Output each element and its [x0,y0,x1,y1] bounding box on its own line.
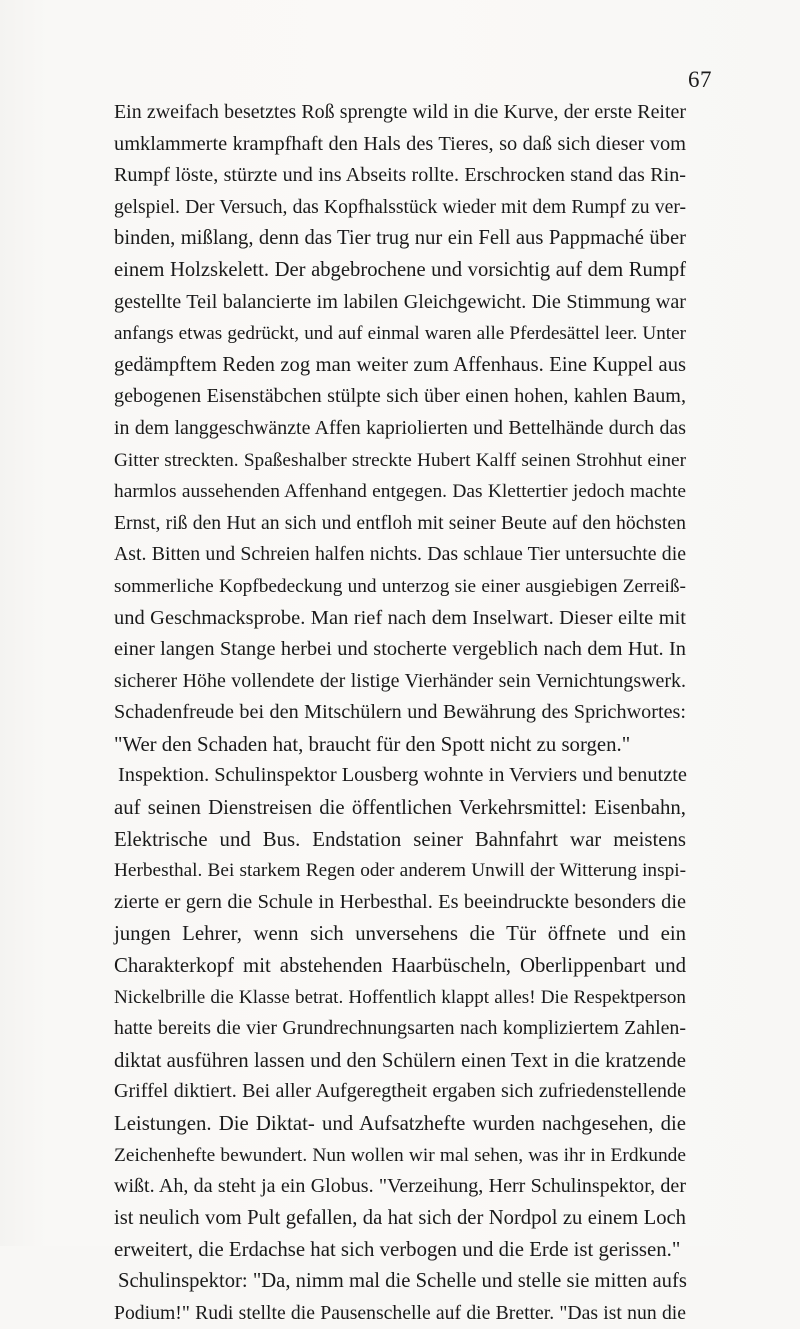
text-line: gedämpftem Reden zog man weiter zum Affenhaus. Eine Kuppel aus [114,353,686,376]
text-line: gestellte Teil balancierte im labilen Gleichgewicht. Die Stimmung war [114,290,686,313]
text-line: auf seinen Dienstreisen die öffentlichen Verkehrsmittel: Eisenbahn, [114,796,686,820]
text-line: jungen Lehrer, wenn sich unversehens die Tür öffnete und ein [114,922,686,946]
text-line: erweitert, die Erdachse hat sich verbogen und die Erde ist gerissen." [114,1238,681,1262]
text-line: Rumpf löste, stürzte und ins Abseits rollte. Erschrocken stand das Rin- [114,164,686,187]
text-line: Griffel diktiert. Bei aller Aufgeregtheit ergaben sich zufriedenstellende [114,1080,686,1103]
text-line: in dem langgeschwänzte Affen kapriolierten und Bettelhände durch das [114,416,686,439]
text-line: anfangs etwas gedrückt, und auf einmal waren alle Pferdesättel leer. Unter [114,323,686,345]
text-line: umklammerte krampfhaft den Hals des Tieres, so daß sich dieser vom [114,132,686,155]
text-line: sicherer Höhe vollendete der listige Vierhänder sein Vernichtungswerk. [114,669,686,692]
text-line: gebogenen Eisenstäbchen stülpte sich über einen hohen, kahlen Baum, [114,385,686,408]
text-line: Ast. Bitten und Schreien halfen nichts. Das schlaue Tier untersuchte die [114,543,686,566]
text-line: diktat ausführen lassen und den Schülern einen Text in die kratzende [114,1048,686,1072]
paragraph-3 [114,1266,686,1329]
page-number: 67 [688,67,712,92]
text-line: hatte bereits die vier Grundrechnungsarten nach kompliziertem Zahlen- [114,1017,686,1040]
text-line: sommerliche Kopfbedeckung und unterzog sie einer ausgiebigen Zerreiß- [114,575,686,597]
text-line: Podium!" Rudi stellte die Pausenschelle auf die Bretter. "Das ist nun die [114,1301,686,1324]
text-line: binden, mißlang, denn das Tier trug nur ein Fell aus Pappmaché über [114,227,686,250]
text-line: ist neulich vom Pult gefallen, da hat sich der Nordpol zu einem Loch [114,1206,686,1229]
paragraph-2 [114,760,686,1266]
text-line: und Geschmacksprobe. Man rief nach dem Inselwart. Dieser eilte mit [114,606,686,629]
text-line: Zeichenhefte bewundert. Nun wollen wir mal sehen, was ihr in Erdkunde [114,1144,686,1166]
text-line: Charakterkopf mit abstehenden Haarbüscheln, Oberlippenbart und [114,954,686,978]
paragraph-1 [114,97,686,760]
text-line: Elektrische und Bus. Endstation seiner Bahnfahrt war meistens [114,827,686,851]
text-line: einer langen Stange herbei und stocherte vergeblich nach dem Hut. In [114,638,686,661]
body-text [114,97,686,1329]
text-line: Schulinspektor: "Da, nimm mal die Schelle und stelle sie mitten aufs [118,1269,687,1292]
text-line: "Wer den Schaden hat, braucht für den Spott nicht zu sorgen." [114,732,631,756]
text-line: Ernst, riß den Hut an sich und entfloh mit seiner Beute auf den höchsten [114,511,686,534]
text-line: wißt. Ah, da steht ja ein Globus. "Verzeihung, Herr Schulinspektor, der [114,1175,686,1198]
text-line: Inspektion. Schulinspektor Lousberg wohnte in Verviers und benutzte [118,764,687,787]
text-line: Leistungen. Die Diktat- und Aufsatzhefte wurden nachgesehen, die [114,1112,686,1135]
text-line: Ein zweifach besetztes Roß sprengte wild in die Kurve, der erste Reiter [114,101,686,123]
text-line: Schadenfreude bei den Mitschülern und Bewährung des Sprichwortes: [114,701,686,724]
text-line: einem Holzskelett. Der abgebrochene und vorsichtig auf dem Rumpf [114,258,686,281]
text-line: Nickelbrille die Klasse betrat. Hoffentlich klappt alles! Die Respektperson [114,986,686,1008]
text-line: gelspiel. Der Versuch, das Kopfhalsstück wieder mit dem Rumpf zu ver- [114,196,686,218]
text-line: zierte er gern die Schule in Herbesthal. Es beeindruckte besonders die [114,890,686,913]
text-line: harmlos aussehenden Affenhand entgegen. Das Klettertier jedoch machte [114,481,686,503]
text-line: Gitter streckten. Spaßeshalber streckte Hubert Kalff seinen Strohhut einer [114,449,686,471]
text-line: Herbesthal. Bei starkem Regen oder anderem Unwill der Witterung inspi- [114,860,686,882]
